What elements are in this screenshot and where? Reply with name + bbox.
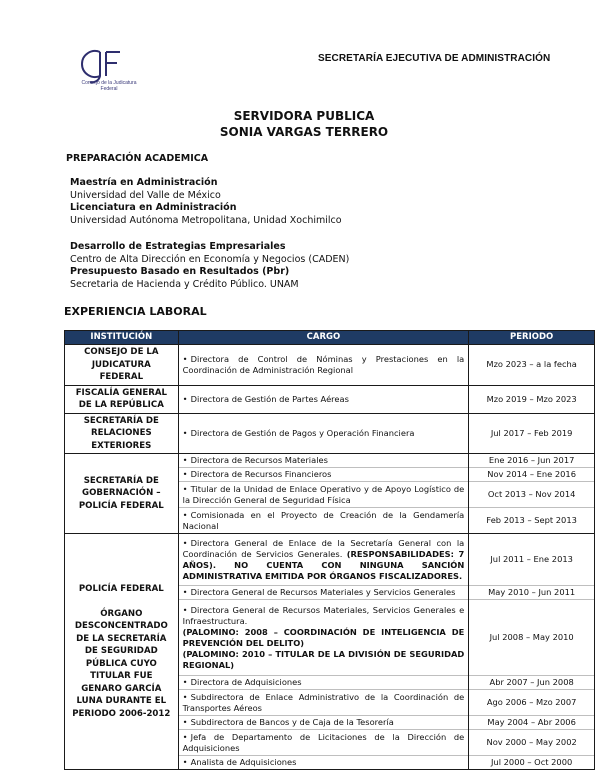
bullet-icon: • (182, 455, 188, 465)
experience-heading: EXPERIENCIA LABORAL (64, 305, 207, 318)
bullet-icon: • (182, 717, 188, 727)
degree-institution: Universidad del Valle de México (70, 189, 221, 201)
title-name: SONIA VARGAS TERRERO (219, 125, 389, 139)
periodo-cell: Abr 2007 – Jun 2008 (469, 676, 595, 690)
cargo-cell: • Directora de Control de Nóminas y Prestaciones en la Coordinación de Administración Regional (178, 345, 469, 386)
title-role: SERVIDORA PUBLICA (233, 109, 375, 123)
department-heading: SECRETARÍA EJECUTIVA DE ADMINISTRACIÓN (318, 53, 551, 64)
logo-subtitle: Consejo de la Judicatura Federal (81, 80, 137, 92)
column-header-periodo: PERIODO (469, 331, 595, 345)
periodo-cell: Mzo 2019 – Mzo 2023 (469, 385, 595, 413)
periodo-cell: May 2004 – Abr 2006 (469, 716, 595, 730)
institution-cell: CONSEJO DE LA JUDICATURA FEDERAL (65, 345, 179, 386)
periodo-cell: Jul 2000 – Oct 2000 (469, 756, 595, 770)
periodo-cell: Ene 2016 – Jun 2017 (469, 454, 595, 468)
periodo-cell: Nov 2000 – May 2002 (469, 730, 595, 756)
column-header-institution: INSTITUCIÓN (65, 331, 179, 345)
table-row (65, 385, 595, 413)
institution-cell: SECRETARÍA DE GOBERNACIÓN – POLICÍA FEDERAL (65, 454, 179, 534)
bullet-icon: • (182, 469, 188, 479)
table-row (65, 454, 595, 468)
bullet-icon: • (182, 757, 188, 767)
cargo-cell: • Directora General de Enlace de la Secretaría General con la Coordinación de Servicios Generales. (RESPONSABILIDADES: 7 AÑOS). NO CUENTA CON NINGUNA SANCIÓN ADMINISTRATIVA EMITIDA POR ÓRGANOS FISCALIZADORES. (178, 534, 469, 586)
cargo-cell: • Jefa de Departamento de Licitaciones de la Dirección de Adquisiciones (178, 730, 469, 756)
periodo-cell: Jul 2008 – May 2010 (469, 600, 595, 676)
table-row (65, 534, 595, 586)
institution-cell (65, 534, 179, 770)
periodo-cell: Oct 2013 – Nov 2014 (469, 482, 595, 508)
cjf-logo (78, 46, 138, 106)
table-row (65, 413, 595, 454)
institution-name: POLICÍA FEDERAL (78, 584, 164, 594)
cargo-cell: • Comisionada en el Proyecto de Creación de la Gendamería Nacional (178, 508, 469, 534)
bullet-icon: • (182, 677, 188, 687)
bullet-icon: • (182, 509, 188, 520)
bullet-icon: • (182, 427, 188, 438)
table-header-row (65, 331, 595, 345)
cargo-note: (PALOMINO: 2008 – COORDINACIÓN DE INTELIGENCIA DE PREVENCIÓN DEL DELITO) (182, 626, 465, 648)
bullet-icon: • (182, 393, 188, 404)
cargo-cell: • Directora de Gestión de Partes Aéreas (178, 385, 469, 413)
bullet-icon: • (182, 537, 188, 548)
periodo-cell: Jul 2017 – Feb 2019 (469, 413, 595, 454)
bullet-icon: • (182, 587, 188, 597)
course-institution: Secretaria de Hacienda y Crédito Público. UNAM (70, 278, 299, 290)
cargo-cell: • Analista de Adquisiciones (178, 756, 469, 770)
periodo-cell: May 2010 – Jun 2011 (469, 586, 595, 600)
bullet-icon: • (182, 691, 188, 702)
column-header-cargo: CARGO (178, 331, 469, 345)
course-institution: Centro de Alta Dirección en Economía y Negocios (CADEN) (70, 253, 350, 265)
cargo-cell: • Directora General de Recursos Materiales y Servicios Generales (178, 586, 469, 600)
course-name: Presupuesto Basado en Resultados (Pbr) (70, 266, 290, 277)
institution-cell: SECRETARÍA DE RELACIONES EXTERIORES (65, 413, 179, 454)
degree-name: Maestría en Administración (70, 177, 218, 188)
cargo-cell: • Directora de Recursos Financieros (178, 468, 469, 482)
bullet-icon: • (182, 483, 188, 494)
periodo-cell: Jul 2011 – Ene 2013 (469, 534, 595, 586)
bullet-icon: • (182, 604, 188, 615)
experience-table (64, 330, 595, 770)
cargo-cell: • Directora de Adquisiciones (178, 676, 469, 690)
cargo-note: (RESPONSABILIDADES: 7 AÑOS). NO CUENTA CON NINGUNA SANCIÓN ADMINISTRATIVA EMITIDA POR ÓRGANOS FISCALIZADORES. (182, 548, 465, 581)
periodo-cell: Nov 2014 – Ene 2016 (469, 468, 595, 482)
periodo-cell: Ago 2006 – Mzo 2007 (469, 690, 595, 716)
institution-note: ÓRGANO DESCONCENTRADO DE LA SECRETARÍA DE SEGURIDAD PÚBLICA CUYO TITULAR FUE GENARO GARCÍA LUNA DURANTE EL PERIODO 2006-2012 (72, 608, 171, 719)
table-row (65, 345, 595, 386)
institution-cell: FISCALÍA GENERAL DE LA REPÚBLICA (65, 385, 179, 413)
cargo-cell: • Directora de Recursos Materiales (178, 454, 469, 468)
periodo-cell: Feb 2013 – Sept 2013 (469, 508, 595, 534)
bullet-icon: • (182, 731, 188, 742)
cargo-cell: • Subdirectora de Bancos y de Caja de la Tesorería (178, 716, 469, 730)
courses-list (70, 241, 349, 291)
cargo-cell: • Subdirectora de Enlace Administrativo de la Coordinación de Transportes Aéreos (178, 690, 469, 716)
periodo-cell: Mzo 2023 – a la fecha (469, 345, 595, 386)
degree-name: Licenciatura en Administración (70, 202, 237, 213)
cargo-cell: • Directora de Gestión de Pagos y Operación Financiera (178, 413, 469, 454)
course-name: Desarrollo de Estrategias Empresariales (70, 241, 286, 252)
page-title (0, 108, 608, 140)
degrees-list (70, 177, 342, 227)
cargo-cell: • Directora General de Recursos Materiales, Servicios Generales e Infraestructura. (PALOMINO: 2008 – COORDINACIÓN DE INTELIGENCIA DE PREVENCIÓN DEL DELITO) (PALOMINO: 2010 – TITULAR DE LA DIVISIÓN DE SEGURIDAD REGIONAL) (178, 600, 469, 676)
cargo-note: (PALOMINO: 2010 – TITULAR DE LA DIVISIÓN DE SEGURIDAD REGIONAL) (182, 648, 465, 670)
degree-institution: Universidad Autónoma Metropolitana, Unidad Xochimilco (70, 214, 342, 226)
bullet-icon: • (182, 353, 188, 364)
education-heading: PREPARACIÓN ACADEMICA (66, 153, 209, 164)
cargo-cell: • Titular de la Unidad de Enlace Operativo y de Apoyo Logístico de la Dirección General de Seguridad Física (178, 482, 469, 508)
